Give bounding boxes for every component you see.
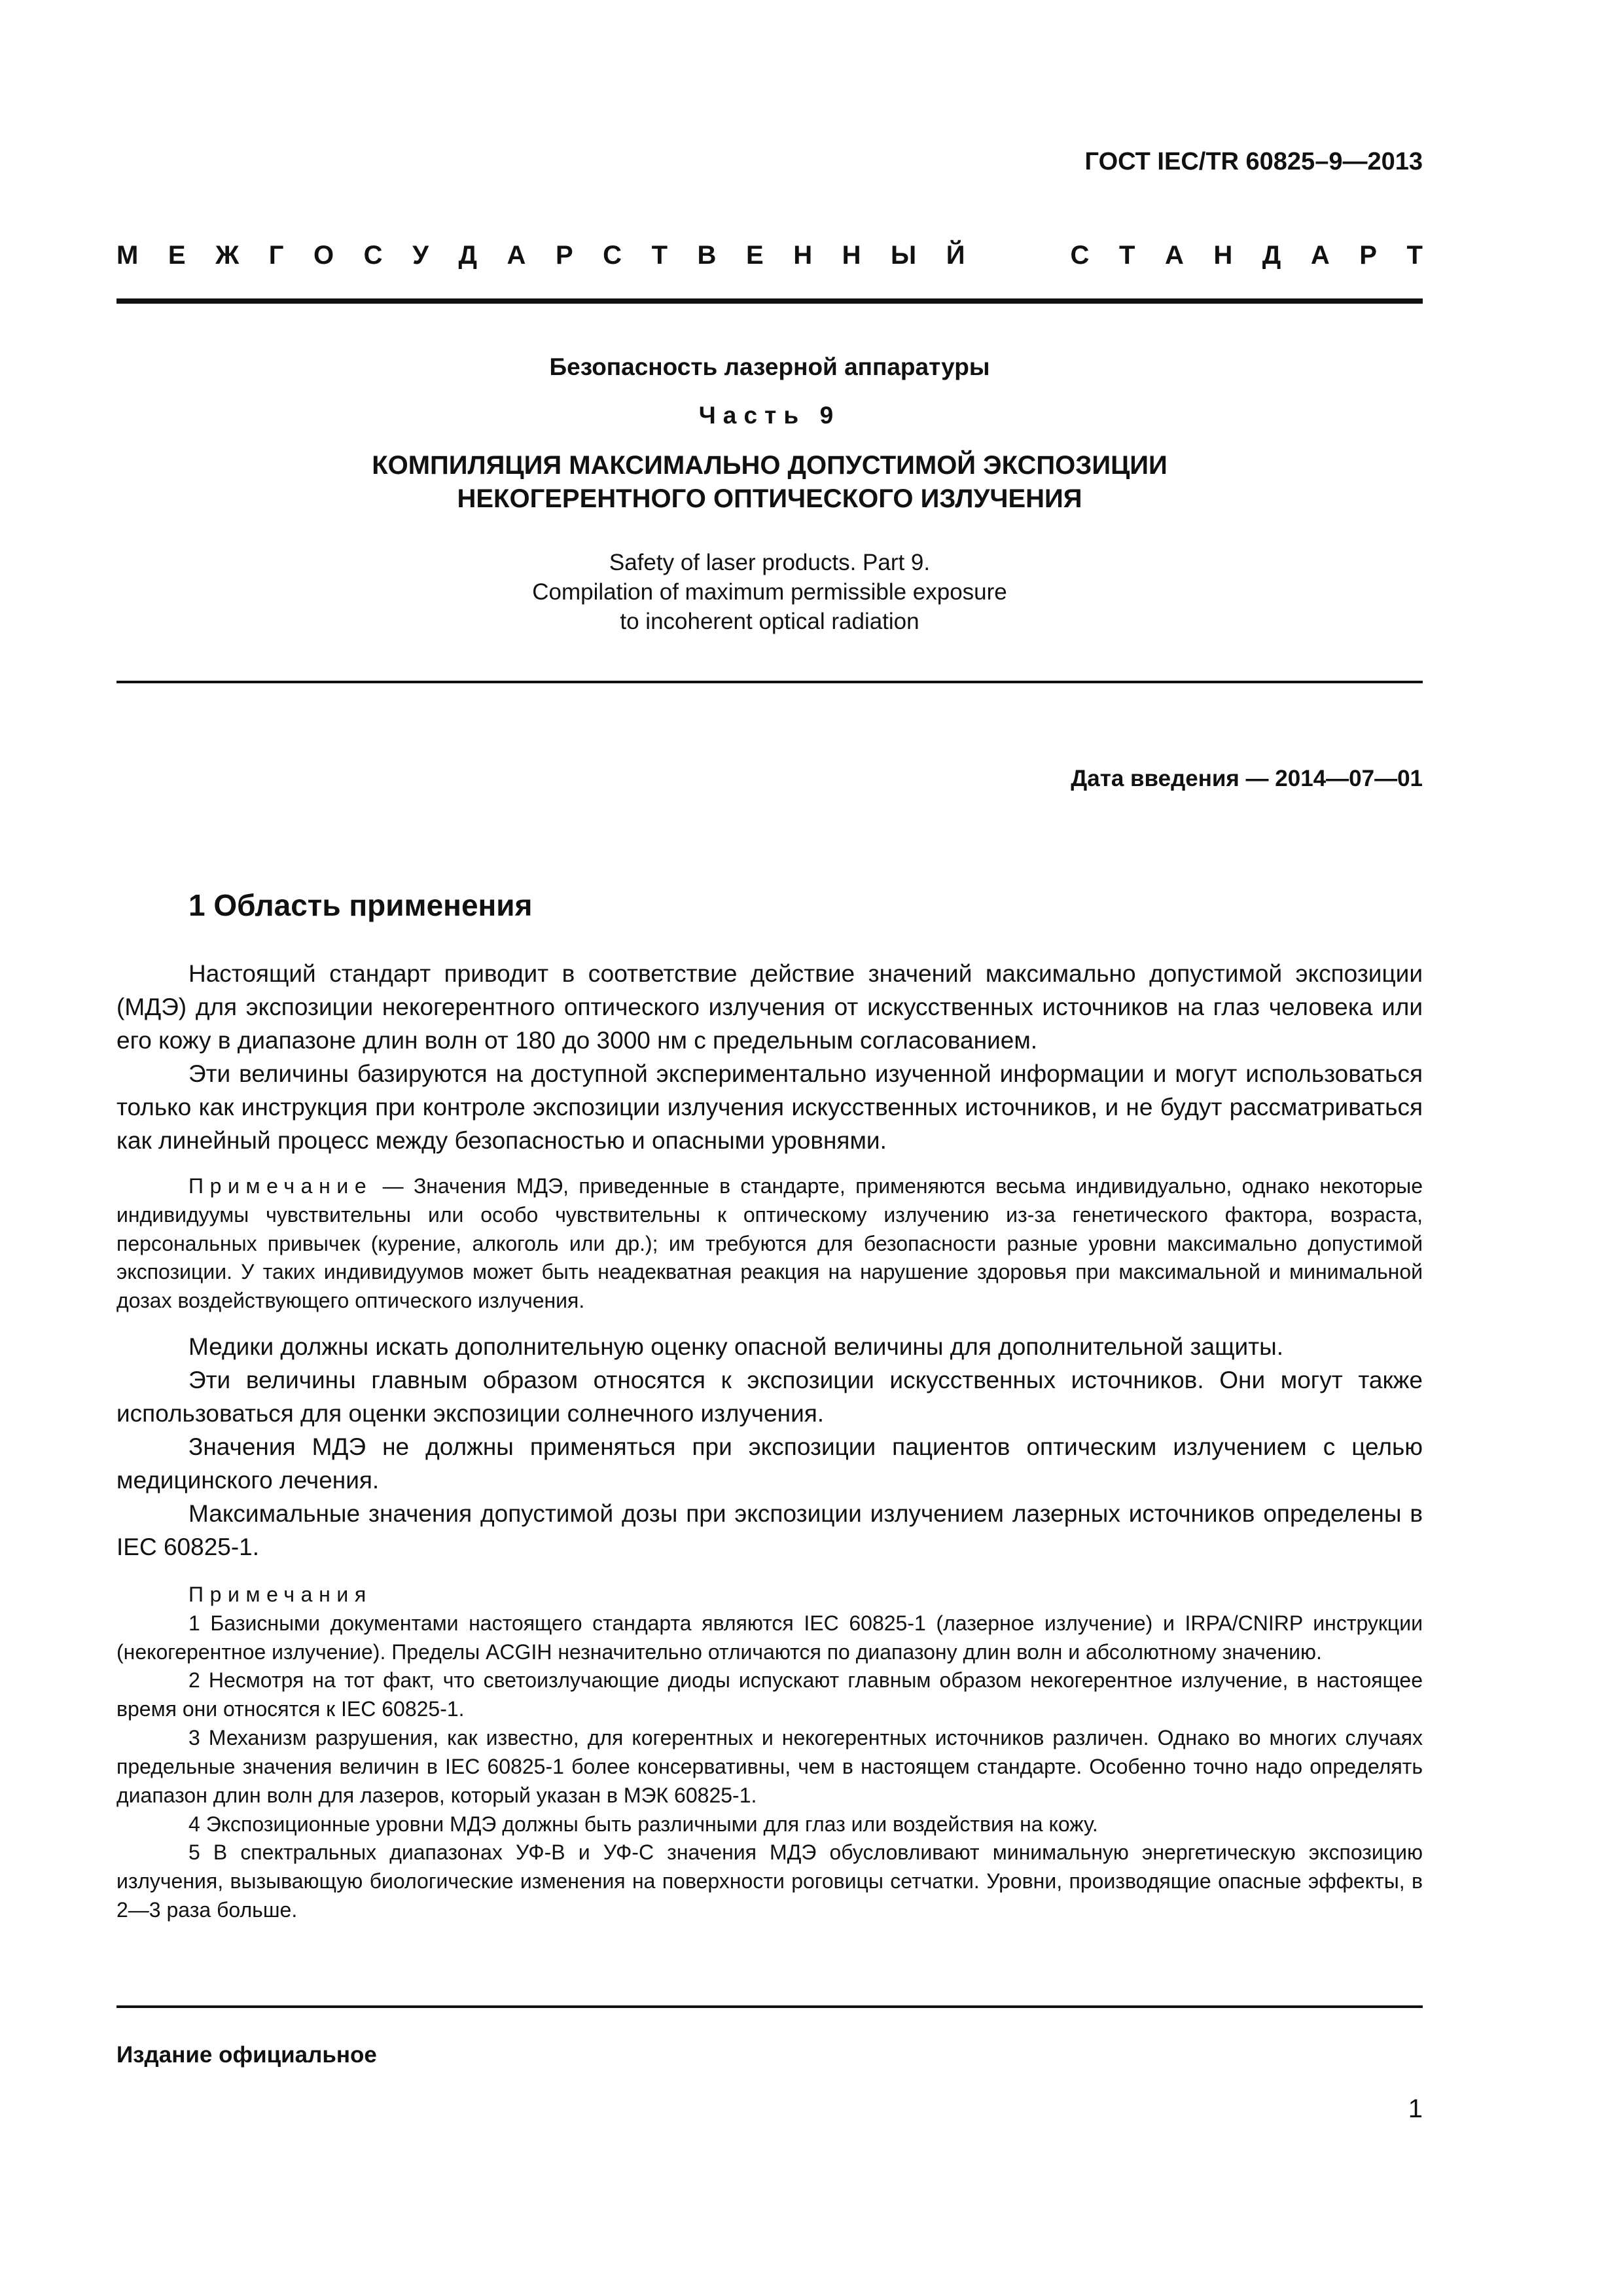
note-item: 3 Механизм разрушения, как известно, для когерентных и некогерентных источников различен. Однако во многих случаях предельные значения величин в IEC 60825-1 более консервативны, чем в настоящем стандарте. Особенно точно надо определять диапазон длин волн для лазеров, который указан в МЭК 60825-1. <box>116 1726 1423 1807</box>
scope-paragraphs-continued <box>116 1330 1423 1564</box>
note-item: 2 Несмотря на тот факт, что светоизлучающие диоды испускают главным образом некогерентное излучение, в настоящее время они относятся к IEC 60825-1. <box>116 1668 1423 1721</box>
note-paragraph <box>116 1172 1423 1316</box>
title-series: Безопасность лазерной аппаратуры <box>549 353 990 380</box>
header-rule <box>116 298 1423 304</box>
kind-letter: Й <box>946 241 965 270</box>
kind-letter: А <box>1310 241 1330 270</box>
title-main-line: НЕКОГЕРЕНТНОГО ОПТИЧЕСКОГО ИЗЛУЧЕНИЯ <box>457 484 1082 514</box>
notes-label: Примечания <box>188 1583 372 1606</box>
document-page <box>116 0 1423 2296</box>
introduction-date: Дата введения — 2014—07—01 <box>1071 766 1423 791</box>
title-english-line: Compilation of maximum permissible exposure <box>532 579 1007 605</box>
note-item: 1 Базисными документами настоящего стандарта являются IEC 60825-1 (лазерное излучение) и IRPA/CNIRP инструкции (некогерентное излучение). Пределы ACGIH незначительно отличаются по диапазону длин волн и абсолютному значению. <box>116 1611 1423 1664</box>
kind-letter: Д <box>458 241 477 270</box>
footer-rule <box>116 2005 1423 2008</box>
page-number: 1 <box>1408 2094 1423 2123</box>
kind-letter: Р <box>1359 241 1377 270</box>
note-item: 4 Экспозиционные уровни МДЭ должны быть различными для глаз или воздействия на кожу. <box>188 1812 1098 1836</box>
title-rule <box>116 681 1423 683</box>
kind-letter: А <box>507 241 526 270</box>
kind-letter: О <box>313 241 334 270</box>
note-label: Примечание <box>188 1174 373 1198</box>
title-english <box>116 548 1423 636</box>
kind-letter: Д <box>1262 241 1281 270</box>
kind-letter: Е <box>745 241 764 270</box>
notes-block <box>116 1581 1423 1925</box>
kind-letter: С <box>1070 241 1090 270</box>
body-paragraph: Значения МДЭ не должны применяться при экспозиции пациентов оптическим излучением с целью медицинского лечения. <box>116 1433 1423 1494</box>
title-english-line: Safety of laser products. Part 9. <box>609 550 931 575</box>
kind-letter: Т <box>1118 241 1135 270</box>
scope-paragraphs <box>116 957 1423 1157</box>
kind-letter: Т <box>651 241 668 270</box>
kind-letter: Т <box>1406 241 1423 270</box>
body-paragraph: Эти величины базируются на доступной экспериментально изученной информации и могут использоваться только как инструкция при контроле экспозиции излучения искусственных источников, и не будут рассматриваться как линейный процесс между безопасностью и опасными уровнями. <box>116 1060 1423 1155</box>
kind-letter: В <box>697 241 717 270</box>
kind-letter: А <box>1164 241 1184 270</box>
document-code: ГОСТ IEC/TR 60825–9—2013 <box>1084 148 1423 175</box>
kind-letter: Ы <box>891 241 917 270</box>
note-item: 5 В спектральных диапазонах УФ-В и УФ-С значения МДЭ обусловливают минимальную энергетическую экспозицию излучения, вызывающую биологические изменения на поверхности роговицы сетчатки. Уровни, производящие опасные эффекты, в 2—3 раза больше. <box>116 1840 1423 1922</box>
note-block <box>116 1172 1423 1316</box>
edition-label: Издание официальное <box>116 2042 377 2068</box>
body-paragraph: Максимальные значения допустимой дозы при экспозиции излучением лазерных источников определены в IEC 60825-1. <box>116 1500 1423 1561</box>
kind-letter: У <box>412 241 429 270</box>
body-paragraph: Эти величины главным образом относятся к экспозиции искусственных источников. Они могут также использоваться для оценки экспозиции солнечного излучения. <box>116 1367 1423 1427</box>
section-heading: 1 Область применения <box>188 888 533 922</box>
body-paragraph: Медики должны искать дополнительную оценку опасной величины для дополнительной защиты. <box>188 1333 1284 1360</box>
body-paragraph: Настоящий стандарт приводит в соответствие действие значений максимально допустимой экспозиции (МДЭ) для экспозиции некогерентного оптического излучения от искусственных источников на глаз человека или его кожу в диапазоне длин волн от 180 до 3000 нм с предельным согласованием. <box>116 960 1423 1054</box>
kind-letter: Г <box>268 241 284 270</box>
kind-letter: Н <box>793 241 813 270</box>
kind-letter: М <box>116 241 139 270</box>
title-english-line: to incoherent optical radiation <box>620 608 919 634</box>
kind-letter: С <box>603 241 622 270</box>
notes-label-line <box>116 1581 1423 1609</box>
kind-letter: Н <box>1213 241 1233 270</box>
kind-letter: С <box>363 241 383 270</box>
word-gap <box>995 241 1041 270</box>
kind-letter: Е <box>168 241 186 270</box>
title-main <box>116 449 1423 516</box>
note-text: — Значения МДЭ, приведенные в стандарте, применяются весьма индивидуально, однако некоторые индивидуумы чувствительны или особо чувствительны к оптическому излучению из-за генетического фактора, возраста, персональных привычек (курение, алкоголь или др.); им требуются для безопасности разные уровни максимально допустимой экспозиции. У таких индивидуумов может быть неадекватная реакция на нарушение здоровья при максимальной и минимальной дозах воздействующего оптического излучения. <box>116 1174 1423 1313</box>
kind-letter: Р <box>555 241 573 270</box>
kind-letter: Н <box>842 241 861 270</box>
kind-letter: Ж <box>215 241 240 270</box>
standard-kind-heading <box>116 241 1423 270</box>
title-main-line: КОМПИЛЯЦИЯ МАКСИМАЛЬНО ДОПУСТИМОЙ ЭКСПОЗИЦИИ <box>372 451 1168 480</box>
title-part: Часть 9 <box>698 402 841 429</box>
